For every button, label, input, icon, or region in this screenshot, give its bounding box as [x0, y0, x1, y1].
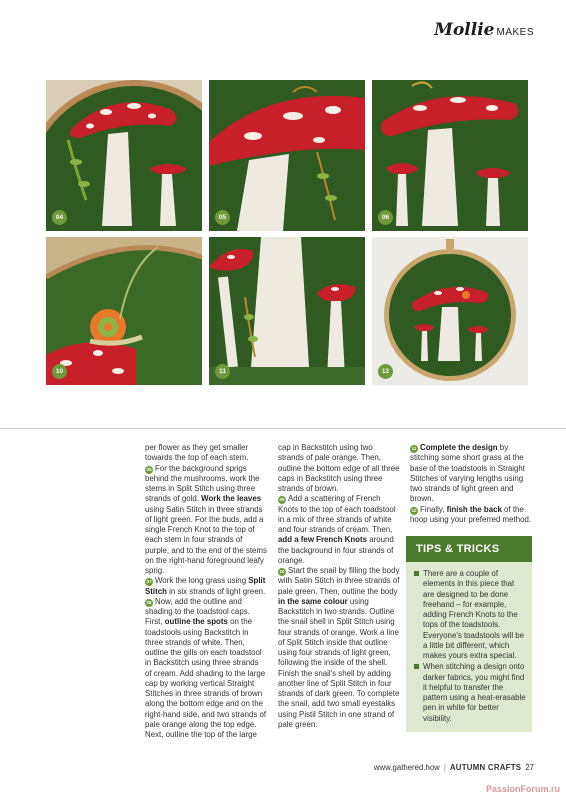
section-divider — [0, 428, 566, 429]
footer-site: www.gathered.how — [373, 763, 440, 772]
footer-section: AUTUMN CRAFTS — [449, 763, 522, 772]
step-12: 12 Finally, finish the back of the hoop using your preferred method. — [410, 504, 532, 524]
text-column-2 — [278, 443, 400, 730]
footer-separator: | — [443, 763, 446, 772]
square-bullet-icon — [414, 664, 419, 669]
photo-step-10 — [46, 237, 202, 385]
paragraph-intro: per flower as they get smaller towards the top of each stem. — [145, 443, 249, 463]
brand-logo: Mollie — [434, 20, 495, 40]
page-number: 27 — [525, 763, 534, 772]
text-column-3 — [410, 443, 534, 525]
step-number: 11 — [411, 446, 417, 451]
step-number: 08 — [146, 599, 152, 605]
page-footer — [374, 763, 534, 772]
step-badge: 10 — [52, 364, 67, 379]
tip-item: There are a couple of elements in this piece that are designed to be done freehand – for example, adding French Knots to the tops of the toadstools. Everyone's toadstools will be a little bit different, which makes yours extra special. — [414, 569, 526, 661]
photo-step-06 — [372, 80, 528, 231]
photo-step-12 — [372, 237, 528, 385]
brand-masthead — [434, 20, 534, 40]
photo-step-05 — [209, 80, 365, 231]
step-11: 11 Complete the design by stitching some short grass at the base of the toadstools in Straight Stitches of varying lengths using two strands of light green and brown. — [410, 443, 525, 504]
square-bullet-icon — [414, 571, 419, 576]
step-badge: 12 — [378, 364, 393, 379]
tips-box — [406, 562, 532, 732]
photo-step-11 — [209, 237, 365, 385]
step-number: 07 — [146, 579, 152, 585]
photo-step-04 — [46, 80, 202, 231]
step-number: 12 — [411, 507, 417, 513]
brand-suffix: MAKES — [496, 27, 534, 38]
text-column-1 — [145, 443, 267, 740]
step-number: 10 — [279, 569, 285, 574]
watermark: PassionForum.ru — [485, 784, 560, 794]
step-badge: 11 — [215, 364, 230, 379]
step-number: 06 — [146, 466, 152, 472]
step-06: 06 For the background sprigs behind the mushrooms, work the stems in Split Stitch using three strands of gold. Work the leaves using Satin Stitch in three strands of light green. For the buds, add a single French Knot to the top of each stem in four strands of purple, and to the end of the stems on the right-hand foreground leafy sprig. — [145, 463, 267, 575]
step-10: 10 Start the snail by filling the body with Satin Stitch in three strands of pale green. Then, outline the body in the same colour using Backstitch in two strands. Outline the snail shell in Split Stitch using four strands of orange. Work a line of Split Stitch inside that outline using four strands of light green, following the inside of the shell. Finish the snail's shell by adding another line of Split Stitch in four strands of dark green. To complete the snail, add two small eyestalks using Pistil Stitch in one strand of pale green. — [278, 566, 400, 729]
step-badge: 04 — [52, 210, 67, 225]
step-09: 09 Add a scattering of French Knots to the top of each toadstool in a mix of three strands of white and four strands of cream. Then, add a few French Knots around the background in four strands of orange. — [278, 494, 396, 565]
paragraph-intro: cap in Backstitch using two strands of pale orange. Then, outline the bottom edge of all three caps in Backstitch using three strands of brown. — [278, 443, 400, 493]
step-07: 07 Work the long grass using Split Stitch in six strands of light green. — [145, 576, 266, 596]
step-badge: 06 — [378, 210, 393, 225]
step-badge: 05 — [215, 210, 230, 225]
tips-heading: TIPS & TRICKS — [406, 536, 532, 562]
step-08: 08 Now, add the outline and shading to the toadstool caps. First, outline the spots on the toadstools using Backstitch in three strands of white. Then, outline the gills on each toadstool in Backstitch using three strands of cream. Add shading to the large cap by working vertical Straight Stitches in three strands of brown along the bottom edge and on the right-hand side, and two strands of pale orange along the top edge. Next, outline the top of the large — [145, 596, 267, 739]
tip-item: When stitching a design onto darker fabrics, you might find it helpful to transfer the pattern using a heat-erasable pen in white for better visibility. — [414, 662, 526, 724]
step-number: 09 — [279, 497, 285, 503]
